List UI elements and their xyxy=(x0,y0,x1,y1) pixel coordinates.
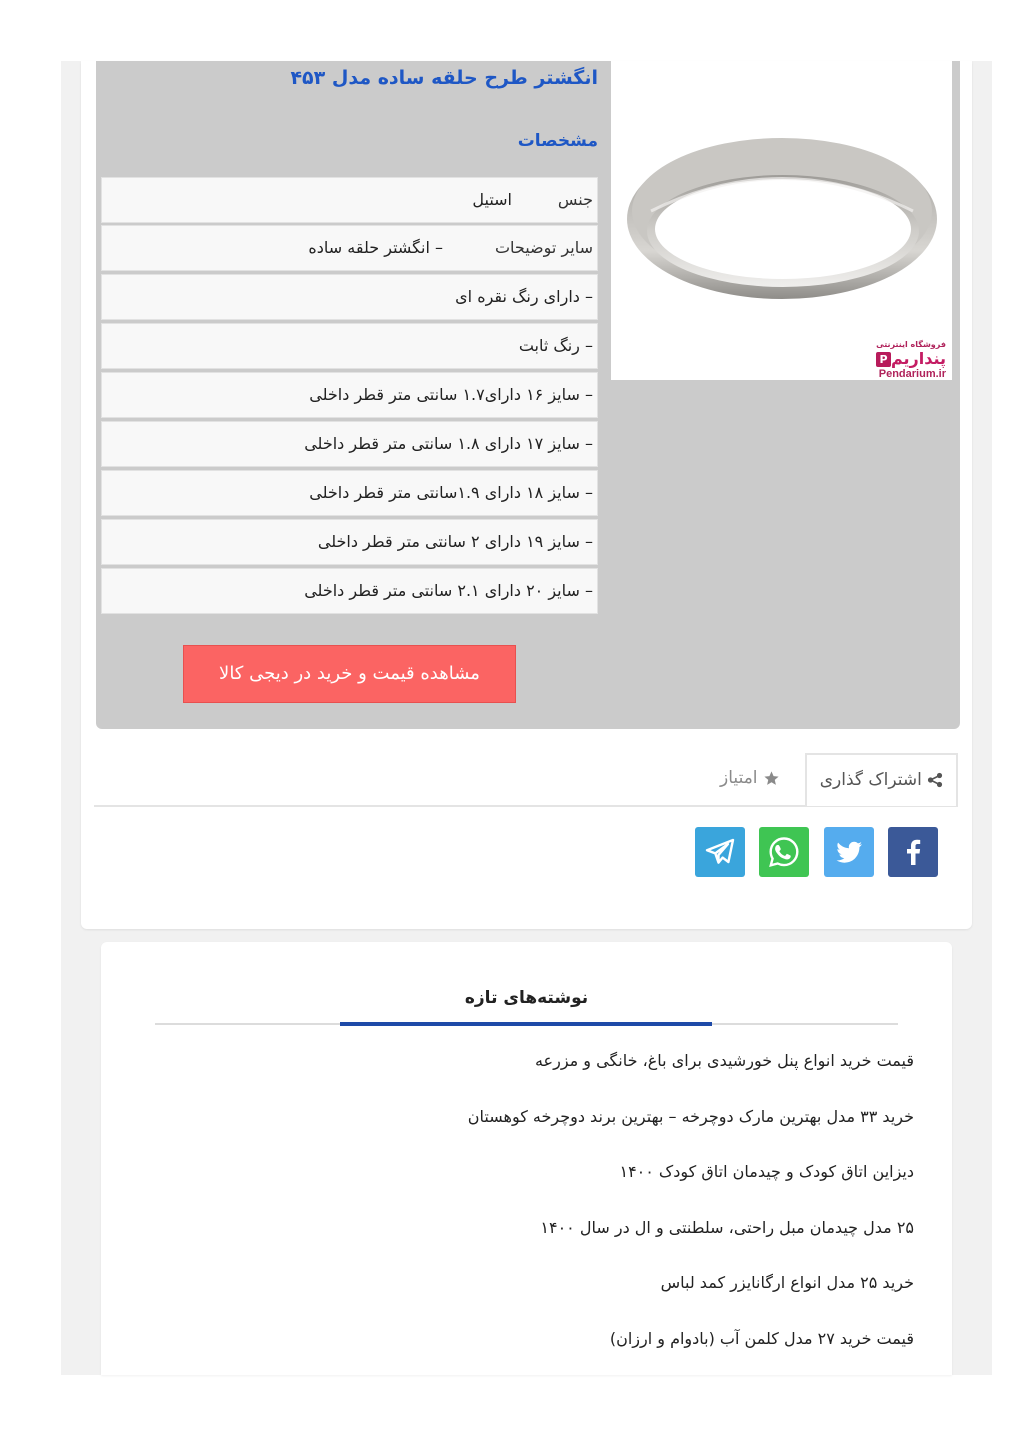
specs-heading: مشخصات xyxy=(517,131,598,151)
brand-url: Pendarium.ir xyxy=(878,368,946,380)
telegram-share-button[interactable] xyxy=(695,827,745,877)
brand-logo xyxy=(872,340,946,381)
spec-value: استیل xyxy=(472,190,512,209)
facebook-icon xyxy=(888,827,938,877)
spec-row xyxy=(101,177,598,223)
spec-key: جنس xyxy=(557,190,593,209)
whatsapp-share-button[interactable] xyxy=(759,827,809,877)
product-title: انگشتر طرح حلقه ساده مدل ۴۵۳ xyxy=(290,67,598,89)
recent-post-link[interactable]: قیمت خرید ۲۷ مدل کلمن آب (بادوام و ارزان) xyxy=(609,1329,914,1348)
spec-row xyxy=(101,274,598,320)
twitter-icon xyxy=(824,827,874,877)
spec-value: – دارای رنگ نقره ای xyxy=(455,287,593,306)
widget-divider-accent xyxy=(340,1022,712,1026)
tab-rating-label: امتیاز xyxy=(720,768,758,788)
spec-row xyxy=(101,372,598,418)
product-image[interactable] xyxy=(611,61,952,380)
spec-row xyxy=(101,568,598,614)
recent-posts-title: نوشته‌های تازه xyxy=(464,988,589,1008)
tab-rating[interactable] xyxy=(700,753,800,805)
share-icon xyxy=(927,772,943,788)
spec-row xyxy=(101,323,598,369)
brand-name: پنداریم xyxy=(890,349,946,368)
brand-tagline: فروشگاه اینترنتی xyxy=(876,340,946,349)
spec-value: – رنگ ثابت xyxy=(518,336,593,355)
recent-post-link[interactable]: دیزاین اتاق کودک و چیدمان اتاق کودک ۱۴۰۰ xyxy=(619,1162,914,1181)
brand-logo-icon: P xyxy=(876,352,891,367)
spec-row xyxy=(101,421,598,467)
spec-value: – انگشتر حلقه ساده xyxy=(308,238,443,257)
tab-share[interactable] xyxy=(805,753,958,806)
recent-post-link[interactable]: قیمت خرید انواع پنل خورشیدی برای باغ، خانگی و مزرعه xyxy=(534,1051,914,1070)
spec-value: – سایز ۱۹ دارای ۲ سانتی متر قطر داخلی xyxy=(317,532,593,551)
twitter-share-button[interactable] xyxy=(824,827,874,877)
spec-value: – سایز ۱۶ دارای۱.۷ سانتی متر قطر داخلی xyxy=(309,385,593,404)
spec-row xyxy=(101,519,598,565)
buy-on-digikala-button[interactable]: مشاهده قیمت و خرید در دیجی کالا xyxy=(183,645,516,703)
tab-share-label: اشتراک گذاری xyxy=(819,770,922,790)
spec-value: – سایز ۱۸ دارای ۱.۹سانتی متر قطر داخلی xyxy=(309,483,593,502)
facebook-share-button[interactable] xyxy=(888,827,938,877)
spec-value: – سایز ۱۷ دارای ۱.۸ سانتی متر قطر داخلی xyxy=(304,434,593,453)
spec-row xyxy=(101,470,598,516)
telegram-icon xyxy=(695,827,745,877)
recent-post-link[interactable]: ۲۵ مدل چیدمان مبل راحتی، سلطنتی و ال در سال ۱۴۰۰ xyxy=(540,1218,914,1237)
recent-post-link[interactable]: خرید ۲۵ مدل انواع ارگانایزر کمد لباس xyxy=(660,1273,914,1292)
star-icon xyxy=(763,770,780,787)
whatsapp-icon xyxy=(759,827,809,877)
ring-image xyxy=(611,61,952,380)
spec-key: سایر توضیحات xyxy=(494,238,593,257)
recent-post-link[interactable]: خرید ۳۳ مدل بهترین مارک دوچرخه – بهترین برند دوچرخه کوهستان xyxy=(467,1107,914,1126)
spec-value: – سایز ۲۰ دارای ۲.۱ سانتی متر قطر داخلی xyxy=(304,581,593,600)
spec-row xyxy=(101,225,598,271)
